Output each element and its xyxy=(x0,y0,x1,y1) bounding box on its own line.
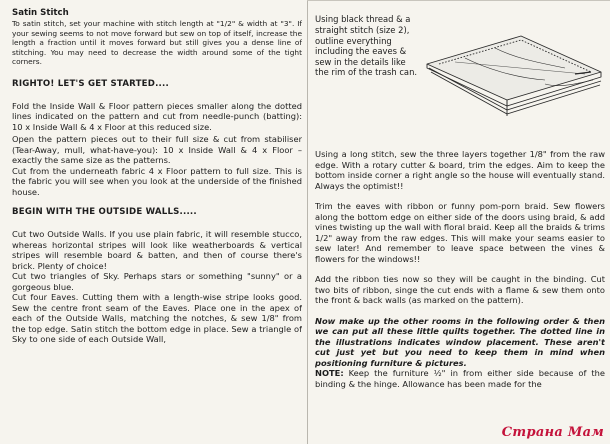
paragraph-trim-eaves: Trim the eaves with ribbon or funny pom-porn braid. Sew flowers along the bottom edge on either side of the doors using braid, & add vines twisting up the wall with floral braid. Keep all the braids & trims 1/2" away from the raw edges. This will make your seams easier to sew later! And remember to leave space between the vines & flowers for the windows!! xyxy=(315,201,605,264)
paragraph-eaves: Cut four Eaves. Cutting them with a length-wise stripe looks good. Sew the centre front seam of the Eaves. Place one in the apex of each of the Outside Walls, matching the notches, & sew 1/8" from the top edge. Satin stitch the bottom edge in place. Sew a triangle of Sky to one side of each Outside Wall, xyxy=(12,292,302,345)
paragraph-black-thread: Using black thread & a straight stitch (size 2), outline everything including the eaves & sew in the details like the rim of the trash can. xyxy=(315,14,418,78)
note-paragraph xyxy=(315,368,605,389)
intro-block xyxy=(315,6,605,149)
section-heading-outside-walls: BEGIN WITH THE OUTSIDE WALLS..... xyxy=(12,207,197,218)
right-column xyxy=(315,6,605,442)
quilt-layers-illustration xyxy=(425,28,603,123)
section-heading-getting-started: RIGHTO! LET'S GET STARTED.... xyxy=(12,78,169,89)
paragraph-underneath-fabric: Cut from the underneath fabric 4 x Floor pattern to full size. This is the fabric you will see when you look at the underside of the finished house. xyxy=(12,165,302,197)
top-rule xyxy=(307,0,610,1)
paragraph-ribbon-ties: Add the ribbon ties now so they will be caught in the binding. Cut two bits of ribbon, singe the cut ends with a flame & sew them onto the front & back walls (as marked on the pattern). xyxy=(315,274,605,305)
paragraph-sky: Cut two triangles of Sky. Perhaps stars or something "sunny" or a gorgeous blue. xyxy=(12,271,302,292)
paragraph-stabiliser: Open the pattern pieces out to their full size & cut from stabiliser (Tear-Away, mull, what-have-you): 10 x Inside Wall & 4 x Floor – exactly the same size as the patterns. xyxy=(12,134,302,166)
paragraph-fold-pattern: Fold the Inside Wall & Floor pattern pieces smaller along the dotted lines indicated on the pattern and cut from needle-punch (batting): 10 x Inside Wall & 4 x Floor at this reduced size. xyxy=(12,100,302,132)
paragraph-long-stitch: Using a long stitch, sew the three layers together 1/8" from the raw edge. With a rotary cutter & board, trim the edges. Aim to keep the bottom inside corner a right angle so the house will eventually stand. Always the optimist!! xyxy=(315,149,605,191)
note-label: NOTE: xyxy=(315,368,344,378)
left-column xyxy=(12,8,302,440)
paragraph-other-rooms: Now make up the other rooms in the following order & then we can put all these little quilts together. The dotted line in the illustrations indicates window placement. These aren't cut just yet but you need to keep them in mind when positioning furniture & pictures. xyxy=(315,315,605,368)
paragraph-outside-walls: Cut two Outside Walls. If you use plain fabric, it will resemble stucco, whereas horizontal stripes will look like weatherboards & vertical stripes will resemble board & batten, and then of course there's brick. Plenty of choice! xyxy=(12,229,302,271)
column-divider xyxy=(307,0,308,444)
satin-stitch-title: Satin Stitch xyxy=(12,8,69,18)
note-text: Keep the furniture ½" in from either side because of the binding & the hinge. Allowance has been made for the xyxy=(315,368,605,389)
watermark-logo: Страна Мам xyxy=(501,425,604,440)
satin-stitch-text: To satin stitch, set your machine with stitch length at "1/2" & width at "3". If your sewing seems to not move forward but sew on top of itself, increase the length a fraction until it moves forward but still gives you a dense line of stitching. You may need to decrease the width around some of the tight corners. xyxy=(12,19,302,67)
